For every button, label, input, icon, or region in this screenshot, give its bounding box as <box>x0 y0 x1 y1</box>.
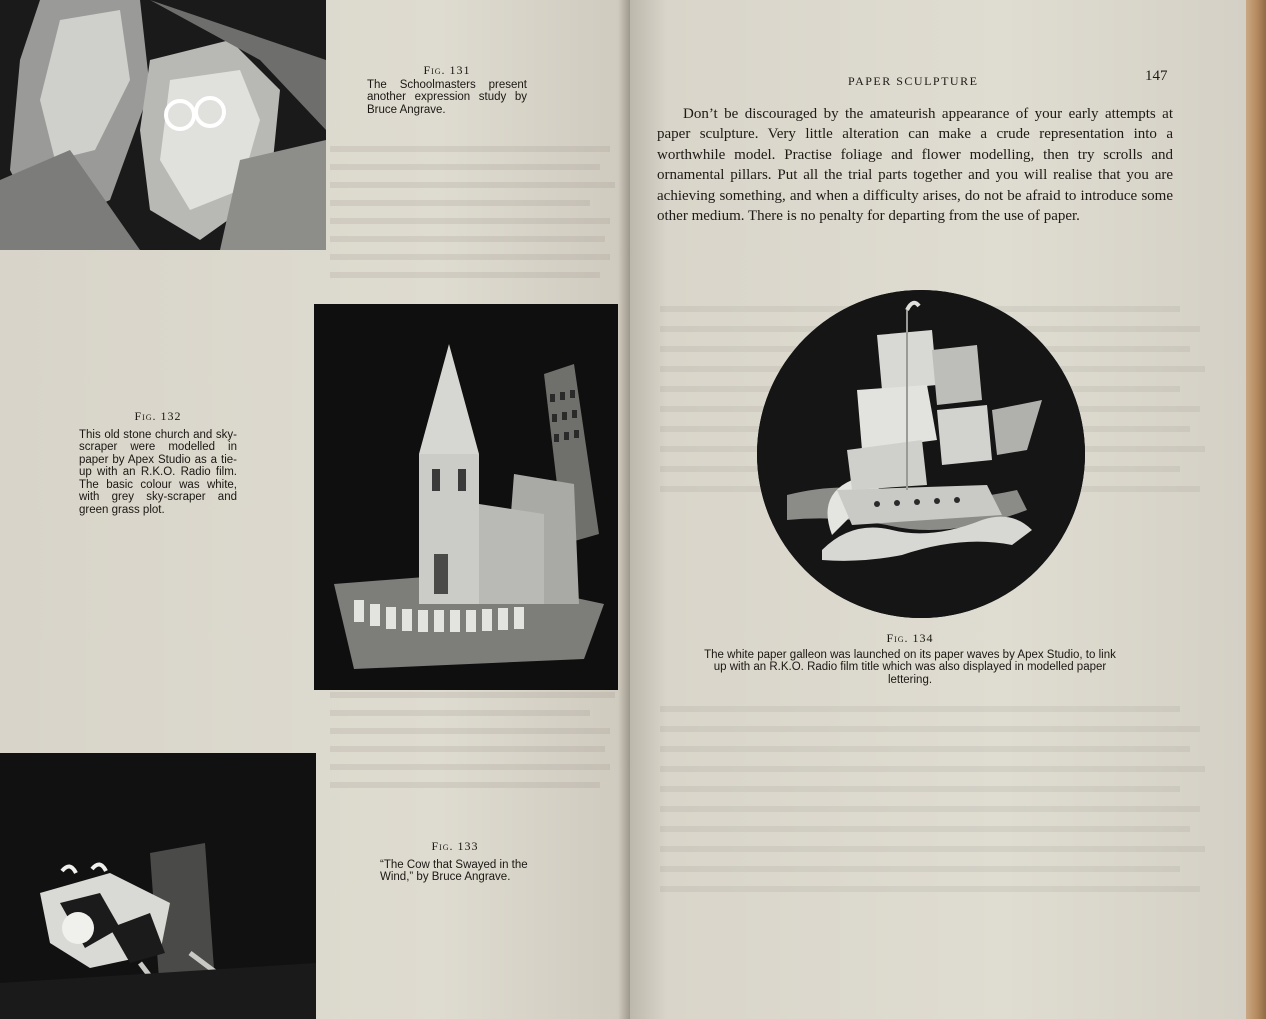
fig-133-caption: “The Cow that Swayed in the Wind,” by Bruce Angrave. <box>380 858 528 883</box>
fig-132-caption: This old stone church and sky-scraper were modelled in paper by Apex Studio as a tie-up with an R.K.O. Radio film. The basic colour was white, with grey sky-scraper and green grass plot. <box>79 428 237 516</box>
cow-illustration <box>0 753 316 1019</box>
fig-134-caption: The white paper galleon was launched on its paper waves by Apex Studio, to link up with an R.K.O. Radio film title which was also displayed in modelled paper lettering. <box>704 648 1116 686</box>
fig-131-caption: The Schoolmasters present another expression study by Bruce Angrave. <box>367 78 527 116</box>
fig-133-photo <box>0 753 316 1019</box>
fig-134-label: Fig. 134 <box>886 631 934 645</box>
fig-132-caption-block <box>79 410 237 516</box>
left-page <box>0 0 630 1019</box>
fig-131-label: Fig. 131 <box>423 63 471 77</box>
schoolmasters-illustration <box>0 0 326 250</box>
book-page-edge <box>1246 0 1266 1019</box>
fig-133-label: Fig. 133 <box>431 839 479 853</box>
running-head: PAPER SCULPTURE <box>848 74 979 88</box>
fig-132-photo <box>314 304 618 690</box>
fig-132-label: Fig. 132 <box>134 409 182 423</box>
body-paragraph: Don’t be discouraged by the amateurish appearance of your early attempts at paper sculpture. Very little alteration can make a crude representation into a worthwhile model. Practise foliage and flower modelling, then try scrolls and ornamental pillars. Put all the trial parts together and you will realise that you are achieving something, and when a difficulty arises, do not be afraid to introduce some other medium. There is no penalty for departing from the use of paper. <box>657 106 1173 225</box>
fig-134-caption-block <box>703 632 1117 686</box>
page-number: 147 <box>1145 68 1168 84</box>
fig-134-photo <box>757 290 1085 618</box>
church-and-skyscraper-model <box>314 304 618 690</box>
fig-131-photo <box>0 0 326 250</box>
fig-131-caption-block <box>367 64 527 116</box>
paper-galleon-model <box>757 290 1085 618</box>
fig-133-caption-block <box>380 840 530 884</box>
